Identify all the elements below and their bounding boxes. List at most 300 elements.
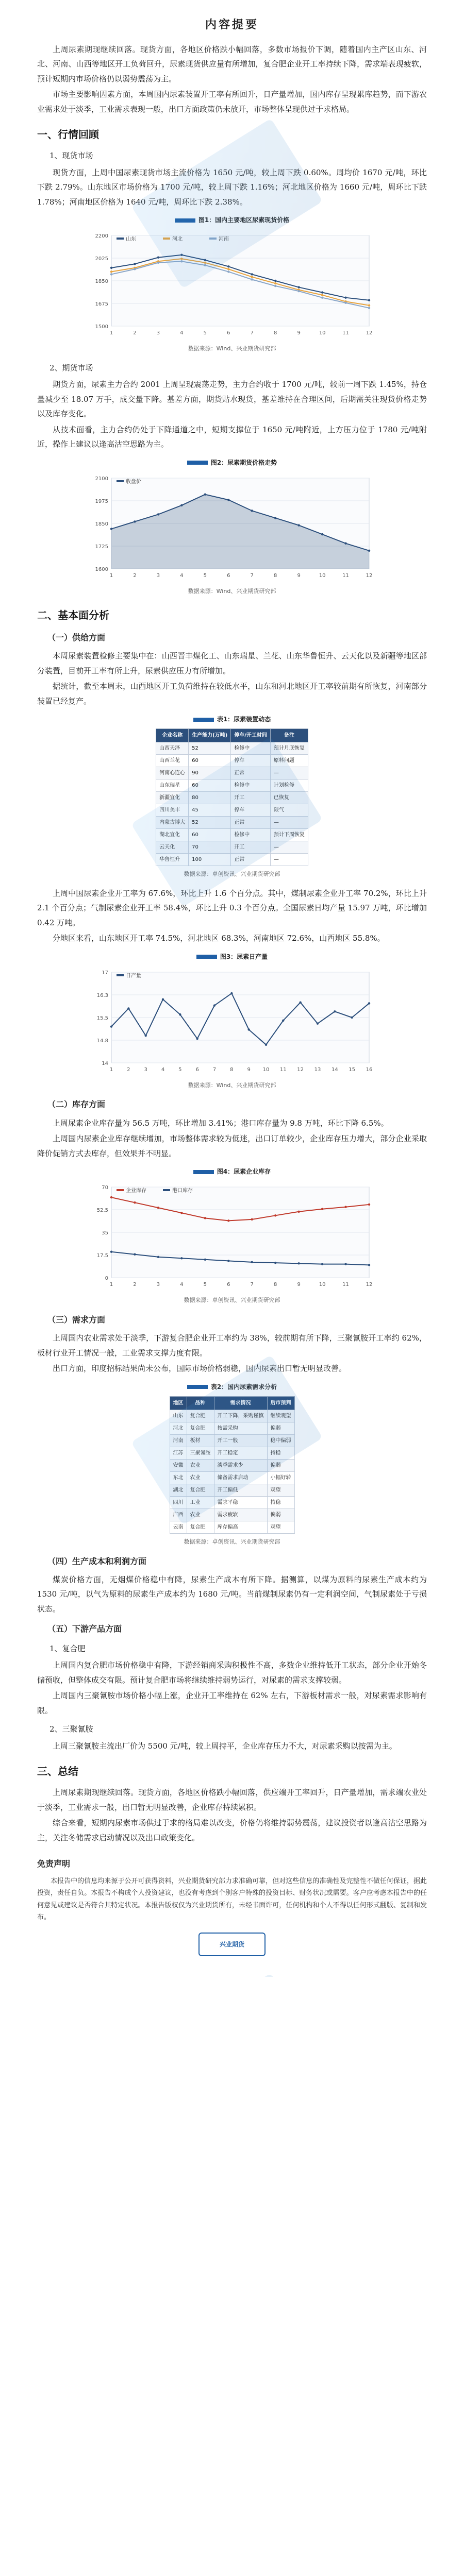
table-cell: 停车 (231, 754, 271, 767)
y-tick-label: 1500 (95, 324, 108, 330)
table-cell: 三聚氰胺 (187, 1447, 214, 1459)
data-point (344, 297, 346, 299)
body-paragraph: 综合来看，短期内尿素市场供过于求的格局难以改变，价格仍将维持弱势震荡，建议投资者以逢高沽空思路为主，关注冬储需求启动情况以及出口政策变化。 (37, 1818, 427, 1842)
table-row (156, 804, 308, 816)
data-point (368, 304, 370, 307)
data-point (157, 1207, 159, 1209)
legend-swatch (117, 1189, 124, 1191)
x-tick-label: 10 (319, 330, 326, 336)
y-tick-label: 70 (102, 1185, 108, 1191)
table-cell: 安徽 (170, 1459, 187, 1471)
data-point (247, 1028, 250, 1030)
table-row (156, 791, 308, 804)
body-paragraph: 现货方面，上周中国尿素现货市场主流价格为 1650 元/吨，较上周下跌 0.60%。周均价 1670 元/吨，环比下跌 2.79%。山东地区市场价格为 1700 元/吨，较上周下跌 1.16%；河北地区价格为 1660 元/吨，周环比下跌 1.78%；河南地区价格为 1640 元/吨，周环比下跌 2.38%。 (37, 167, 427, 207)
data-point (180, 1257, 183, 1259)
x-tick-label: 2 (133, 572, 137, 579)
x-tick-label: 5 (203, 330, 207, 336)
x-tick-label: 3 (156, 1282, 160, 1288)
data-point (180, 504, 183, 506)
subsection-label: 1、现货市场 (49, 151, 93, 161)
data-point (204, 493, 206, 495)
figure-title: 图4：尿素企业库存 (37, 1166, 427, 1178)
section-heading: 三、总结 (37, 1765, 78, 1778)
data-point (204, 1259, 206, 1261)
table-cell: 需求平稳 (214, 1496, 267, 1509)
y-tick-label: 14.8 (96, 1038, 108, 1044)
body-paragraph: 本周尿素装置检修主要集中在：山西晋丰煤化工、山东瑞星、兰花、山东华鲁恒升、云天化以及新疆等地区部分装置，目前开工率有所上升，尿素供应压力有所增加。 (37, 651, 427, 675)
table-cell: 80 (189, 791, 231, 804)
table-cell: 60 (189, 754, 231, 767)
table-row (170, 1459, 294, 1471)
x-tick-label: 3 (156, 572, 160, 579)
data-point (204, 264, 206, 266)
table-cell: — (270, 853, 308, 866)
table-cell: 华鲁恒升 (156, 853, 189, 866)
figure-source: 数据来源：Wind、兴业期货研究部 (188, 1081, 276, 1089)
table-cell: 限气 (270, 804, 308, 816)
table-cell: 四川 (170, 1496, 187, 1509)
x-tick-label: 4 (180, 330, 184, 336)
legend-swatch (117, 238, 124, 240)
disclaimer-title: 免责声明 (37, 1859, 71, 1869)
y-tick-label: 1725 (95, 544, 108, 550)
table-marker (193, 718, 214, 722)
x-tick-label: 1 (109, 330, 113, 336)
x-tick-label: 12 (297, 1066, 304, 1073)
table-cell: 农业 (187, 1509, 214, 1521)
data-point (274, 280, 276, 282)
company-logo: 兴业期货 (198, 1933, 266, 1956)
x-tick-label: 5 (203, 572, 207, 579)
intro-paragraph: 上周尿素期现继续回落。现货方面，各地区价格跌小幅回落，多数市场报价下调，随着国内主产区山东、河北、河南、山西等地区开工负荷回升，尿素现货供应量有所增加，复合肥企业开工率持续下降，需求端表现疲软，预计短期内市场价格仍以弱势震荡为主。 (37, 44, 427, 83)
table-row (156, 853, 308, 866)
subsection-heading: （三）需求方面 (47, 1315, 106, 1325)
table-row (170, 1422, 294, 1434)
x-tick-label: 6 (227, 572, 230, 579)
x-tick-label: 8 (230, 1066, 234, 1073)
data-point (227, 268, 229, 270)
data-point (344, 542, 346, 544)
data-point (180, 258, 183, 260)
document-title: 内容提要 (205, 18, 259, 31)
y-tick-label: 17 (102, 970, 108, 976)
table-cell: 按需采购 (214, 1422, 267, 1434)
data-point (110, 273, 112, 275)
table-cell: 板材 (187, 1434, 214, 1447)
data-point (227, 265, 229, 267)
data-point (180, 254, 183, 256)
data-point (110, 267, 112, 269)
data-point (368, 549, 370, 551)
y-tick-label: 15.5 (96, 1015, 108, 1021)
data-point (227, 1219, 229, 1222)
legend-swatch (163, 238, 170, 240)
x-tick-label: 8 (273, 1282, 277, 1288)
subsection-label: 2、期货市场 (49, 363, 93, 372)
x-tick-label: 15 (349, 1066, 356, 1073)
data-point (180, 1212, 183, 1214)
data-point (334, 1010, 336, 1012)
data-point (251, 273, 253, 275)
table-cell: 复合肥 (187, 1484, 214, 1496)
table-cell: 停车 (231, 804, 271, 816)
figure-title: 图2：尿素期货价格走势 (37, 457, 427, 469)
legend-label: 收盘价 (126, 479, 141, 485)
x-tick-label: 10 (319, 1282, 326, 1288)
data-point (321, 294, 323, 296)
table-cell: 检修中 (231, 828, 271, 841)
table-header-cell: 企业名称 (156, 728, 189, 742)
figure-title: 图3：尿素日产量 (37, 951, 427, 963)
data-point (299, 1001, 301, 1003)
table-cell: 河北 (170, 1422, 187, 1434)
chart-inventory (88, 1180, 376, 1293)
body-paragraph: 上周国内尿素企业库存继续增加，市场整体需求较为低迷，出口订单较少，企业库存压力增大，部分企业采取降价促销方式去库存，但效果并不明显。 (37, 1134, 427, 1158)
table-row (170, 1410, 294, 1422)
data-point (134, 268, 136, 270)
legend-label: 河北 (172, 236, 183, 243)
x-tick-label: 11 (342, 572, 349, 579)
legend-swatch (117, 480, 124, 482)
table-cell: 农业 (187, 1471, 214, 1484)
x-tick-label: 7 (250, 1282, 254, 1288)
x-tick-label: 8 (273, 572, 277, 579)
body-paragraph: 期货方面，尿素主力合约 2001 上周呈现震荡走势，主力合约收于 1700 元/吨，较前一周下跌 1.45%，持仓量减少至 18.07 万手，成交量下降。基差方面，期货贴水现货，基差维持在合理区间，后期需关注现货价格走势以及库存变化。 (37, 380, 427, 419)
data-point (321, 297, 323, 299)
table-cell: 稳中偏弱 (267, 1434, 294, 1447)
table-cell: 江苏 (170, 1447, 187, 1459)
data-point (157, 513, 159, 515)
table-row (156, 742, 308, 754)
table-cell: 原料问题 (270, 754, 308, 767)
body-paragraph: 分地区来看，山东地区开工率 74.5%，河北地区 68.3%，河南地区 72.6%，山西地区 55.8%。 (53, 934, 385, 943)
x-tick-label: 2 (133, 330, 137, 336)
data-point (227, 499, 229, 501)
x-tick-label: 9 (247, 1066, 251, 1073)
data-point (180, 260, 183, 262)
watermark-logo (131, 1973, 323, 1977)
table-row (156, 816, 308, 828)
data-point (134, 263, 136, 265)
data-point (204, 262, 206, 264)
table-cell: 库存偏高 (214, 1521, 267, 1533)
y-tick-label: 17.5 (96, 1253, 108, 1259)
x-tick-label: 3 (144, 1066, 147, 1073)
figure-source: 数据来源：卓创资讯、兴业期货研究部 (184, 1297, 280, 1304)
x-tick-label: 16 (366, 1066, 373, 1073)
table-cell: 复合肥 (187, 1410, 214, 1422)
table-cell: 偏弱 (267, 1459, 294, 1471)
table-row (156, 754, 308, 767)
table-cell: 山东 (170, 1410, 187, 1422)
table-cell: 60 (189, 779, 231, 791)
y-tick-label: 1600 (95, 566, 108, 572)
data-point (344, 1263, 346, 1265)
x-tick-label: 6 (227, 1282, 230, 1288)
data-point (251, 510, 253, 512)
table-cell: 70 (189, 841, 231, 853)
table-cell: 农业 (187, 1459, 214, 1471)
x-tick-label: 10 (262, 1066, 270, 1073)
table-cell: 小幅好转 (267, 1471, 294, 1484)
x-tick-label: 10 (319, 572, 326, 579)
data-point (204, 1217, 206, 1219)
table-cell: 复合肥 (187, 1521, 214, 1533)
subsection-heading: （一）供给方面 (47, 632, 106, 642)
y-tick-label: 2025 (95, 256, 108, 262)
table-cell: 持稳 (267, 1447, 294, 1459)
section-heading: 二、基本面分析 (37, 608, 109, 621)
table-marker (187, 1385, 208, 1389)
x-tick-label: 2 (133, 1282, 137, 1288)
x-tick-label: 3 (156, 330, 160, 336)
x-tick-label: 12 (366, 1282, 373, 1288)
table-header-cell: 备注 (270, 728, 308, 742)
data-point (110, 1251, 112, 1253)
table-header-cell: 需求情况 (214, 1396, 267, 1410)
table-cell: 内蒙古博大 (156, 816, 189, 828)
data-point (344, 1206, 346, 1208)
data-point (344, 302, 346, 304)
table-row (170, 1471, 294, 1484)
subsection-heading: （二）库存方面 (47, 1099, 106, 1110)
table-cell: 山西天泽 (156, 742, 189, 754)
figure-marker (187, 461, 208, 465)
table-header-cell: 后市预判 (267, 1396, 294, 1410)
plant-status-table (156, 728, 308, 866)
data-point (368, 1264, 370, 1266)
x-tick-label: 5 (178, 1066, 182, 1073)
table-cell: 四川美丰 (156, 804, 189, 816)
table-header-cell: 生产能力(万吨) (189, 728, 231, 742)
table-cell: 52 (189, 816, 231, 828)
data-point (297, 1262, 300, 1264)
table-row (156, 767, 308, 779)
table-cell: 检修中 (231, 742, 271, 754)
data-point (368, 1002, 370, 1004)
body-paragraph: 出口方面，印度招标结果尚未公布，国际市场价格弱稳，国内尿素出口暂无明显改善。 (53, 1364, 347, 1374)
y-tick-label: 0 (105, 1276, 108, 1282)
data-point (134, 1201, 136, 1204)
data-point (317, 1022, 319, 1024)
table-cell: 已恢复 (270, 791, 308, 804)
body-paragraph: 上周国内三聚氰胺市场价格小幅上涨，企业开工率维持在 62% 左右，下游板材需求一般，对尿素需求影响有限。 (37, 1691, 427, 1715)
x-tick-label: 9 (297, 572, 301, 579)
item-heading: 2、三聚氰胺 (49, 1724, 93, 1734)
table-row (170, 1447, 294, 1459)
table-cell: 观望 (267, 1484, 294, 1496)
data-point (274, 282, 276, 284)
data-point (251, 1261, 253, 1263)
y-tick-label: 16.3 (96, 992, 108, 998)
figure-source: 数据来源：Wind、兴业期货研究部 (188, 587, 276, 595)
data-point (227, 270, 229, 273)
table-cell: 河南心连心 (156, 767, 189, 779)
table-cell: 开工 (231, 791, 271, 804)
disclaimer-text: 本报告中的信息均来源于公开可获得资料，兴业期货研究部力求准确可靠，但对这些信息的准确性及完整性不做任何保证，据此投资，责任自负。本报告不构成个人投资建议，也没有考虑到个别客户特殊的投资目标、财务状况或需要。客户应考虑本报告中的任何意见或建议是否符合其特定状况。本报告版权仅为兴业期货所有，未经书面许可，任何机构和个人不得以任何形式翻版、复制和发布。 (37, 1877, 427, 1921)
table-row (170, 1521, 294, 1533)
table-cell: 湖北宜化 (156, 828, 189, 841)
x-tick-label: 1 (109, 1282, 113, 1288)
data-point (251, 1218, 253, 1221)
table-cell: 52 (189, 742, 231, 754)
legend-label: 山东 (126, 236, 136, 243)
table-cell: 正常 (231, 816, 271, 828)
body-paragraph: 上周尿素企业库存量为 56.5 万吨，环比增加 3.41%；港口库存量为 9.8 万吨，环比下降 6.5%。 (53, 1118, 389, 1128)
table-cell: 持稳 (267, 1496, 294, 1509)
data-point (274, 517, 276, 519)
subsection-heading: （五）下游产品方面 (47, 1624, 122, 1634)
data-point (157, 257, 159, 259)
table-cell: 偏弱 (267, 1422, 294, 1434)
data-point (297, 286, 300, 288)
data-point (321, 292, 323, 294)
data-point (157, 262, 159, 264)
table-cell: 淡季需求少 (214, 1459, 267, 1471)
x-tick-label: 9 (297, 1282, 301, 1288)
data-point (368, 307, 370, 309)
legend-label: 河南 (219, 236, 229, 243)
table-title: 表2：国内尿素需求分析 (37, 1381, 427, 1393)
x-tick-label: 7 (250, 572, 254, 579)
table-source: 数据来源：卓创资讯、兴业期货研究部 (184, 870, 280, 877)
table-cell: 正常 (231, 767, 271, 779)
x-tick-label: 14 (331, 1066, 338, 1073)
y-tick-label: 14 (102, 1060, 108, 1066)
data-point (297, 524, 300, 526)
intro-section (37, 42, 427, 117)
x-tick-label: 4 (180, 572, 184, 579)
body-paragraph: 上周三聚氰胺主流出厂价为 5500 元/吨，较上周持平，企业库存压力不大，对尿素采购以按需为主。 (53, 1741, 397, 1751)
data-point (162, 998, 164, 1000)
data-point (179, 1013, 181, 1015)
x-tick-label: 11 (342, 1282, 349, 1288)
data-point (368, 1204, 370, 1206)
x-tick-label: 5 (203, 1282, 207, 1288)
data-point (110, 1196, 112, 1198)
body-paragraph: 上周尿素期现继续回落。现货方面，各地区价格跌小幅回落，供应端开工率回升，日产量增加，需求端农业处于淡季，工业需求一般，出口暂无明显改善，企业库存持续累积。 (37, 1788, 427, 1812)
table-header-cell: 停车/开工时间 (231, 728, 271, 742)
data-point (297, 1211, 300, 1213)
x-tick-label: 1 (109, 572, 113, 579)
table-row (156, 828, 308, 841)
table-cell: 东北 (170, 1471, 187, 1484)
table-cell: 山西兰花 (156, 754, 189, 767)
data-point (110, 270, 112, 273)
data-point (282, 1019, 284, 1021)
body-paragraph: 据统计，截至本周末，山西地区开工负荷维持在较低水平，山东和河北地区开工率较前期有所恢复，河南部分装置已经复产。 (37, 682, 427, 706)
legend-label: 港口库存 (172, 1188, 193, 1194)
data-point (297, 290, 300, 292)
table-cell: — (270, 767, 308, 779)
data-point (321, 1208, 323, 1210)
table-cell: 开工 (231, 841, 271, 853)
legend-label: 企业库存 (126, 1188, 146, 1194)
figure-title: 图1：国内主要地区尿素现货价格 (37, 214, 427, 226)
data-point (321, 1263, 323, 1265)
body-paragraph: 上周国内复合肥市场价格稳中有降，下游经销商采购积极性不高，多数企业维持低开工状态，部分企业开始冬储预收，但整体成交有限。预计复合肥市场将继续维持弱势运行，对尿素的需求支撑较弱。 (37, 1660, 427, 1685)
table-cell: 开工稳定 (214, 1447, 267, 1459)
table-row (156, 841, 308, 853)
x-tick-label: 6 (195, 1066, 199, 1073)
data-point (274, 1262, 276, 1264)
x-tick-label: 4 (161, 1066, 165, 1073)
figure-marker (196, 955, 217, 959)
table-cell: 60 (189, 828, 231, 841)
data-point (251, 276, 253, 278)
x-tick-label: 1 (109, 1066, 113, 1073)
chart-daily-output (88, 965, 376, 1078)
intro-paragraph: 市场主要影响因素方面，本周国内尿素装置开工率有所回升，日产量增加，国内库存呈现累库趋势，而下游农业需求处于淡季，工业需求表现一般，出口方面政策仍未放开，市场整体呈现供过于求格局。 (37, 90, 427, 114)
data-point (227, 1260, 229, 1262)
table-cell: 继续观望 (267, 1410, 294, 1422)
data-point (213, 1004, 216, 1006)
table-cell: 云天化 (156, 841, 189, 853)
demand-analysis-table (170, 1396, 295, 1534)
y-tick-label: 35 (102, 1230, 108, 1236)
table-cell: 储备需求启动 (214, 1471, 267, 1484)
x-tick-label: 6 (227, 330, 230, 336)
data-point (127, 1007, 129, 1009)
table-cell: 开工下降，采购谨慎 (214, 1410, 267, 1422)
table-cell: 湖北 (170, 1484, 187, 1496)
table-cell: 100 (189, 853, 231, 866)
data-point (157, 1256, 159, 1258)
item-heading: 1、复合肥 (49, 1643, 86, 1653)
data-point (110, 528, 112, 530)
subsection-heading: （四）生产成本和利润方面 (47, 1556, 147, 1566)
chart-spot-price (88, 228, 376, 342)
table-row (170, 1434, 294, 1447)
table-cell: 90 (189, 767, 231, 779)
table-source: 数据来源：卓创资讯、兴业期货研究部 (184, 1538, 280, 1545)
x-tick-label: 12 (366, 330, 373, 336)
figure-marker (175, 218, 195, 223)
data-point (204, 259, 206, 261)
data-point (196, 1037, 198, 1039)
table-cell: 观望 (267, 1521, 294, 1533)
y-tick-label: 1975 (95, 498, 108, 504)
y-tick-label: 1675 (95, 301, 108, 308)
table-row (170, 1484, 294, 1496)
table-cell: — (270, 816, 308, 828)
table-cell: 需求疲软 (214, 1509, 267, 1521)
subsection-heading (49, 361, 427, 376)
x-tick-label: 4 (180, 1282, 184, 1288)
data-point (230, 992, 233, 994)
x-tick-label: 11 (342, 330, 349, 336)
y-tick-label: 2200 (95, 233, 108, 240)
table-cell: 预计下周恢复 (270, 828, 308, 841)
y-tick-label: 2100 (95, 476, 108, 482)
body-paragraph: 上周国内农业需求处于淡季，下游复合肥企业开工率约为 38%，较前期有所下降，三聚氰胺开工率约 62%，板材行业开工情况一般，工业需求支撑力度有限。 (37, 1333, 427, 1358)
x-tick-label: 13 (314, 1066, 321, 1073)
legend-swatch (163, 1189, 170, 1191)
data-point (251, 278, 253, 280)
table-cell: 新疆宜化 (156, 791, 189, 804)
chart-futures-price (88, 471, 376, 584)
table-cell: 山东瑞星 (156, 779, 189, 791)
table-cell: 工业 (187, 1496, 214, 1509)
body-paragraph: 煤炭价格方面，无烟煤价格稳中有降，尿素生产成本有所下降。据测算，以煤为原料的尿素生产成本约为 1530 元/吨，以气为原料的尿素生产成本约为 1680 元/吨。当前煤制尿素仍有一定利润空间，气制尿素处于亏损状态。 (37, 1574, 427, 1614)
data-point (144, 1035, 146, 1037)
data-point (110, 1025, 112, 1027)
data-point (274, 285, 276, 287)
body-paragraph: 从技术面看，主力合约仍处于下降通道之中，短期支撑位于 1650 元/吨附近，上方压力位于 1780 元/吨附近，操作上建议以逢高沽空思路为主。 (37, 425, 427, 449)
table-cell: 开工一般 (214, 1434, 267, 1447)
data-point (274, 1214, 276, 1216)
data-point (321, 533, 323, 535)
